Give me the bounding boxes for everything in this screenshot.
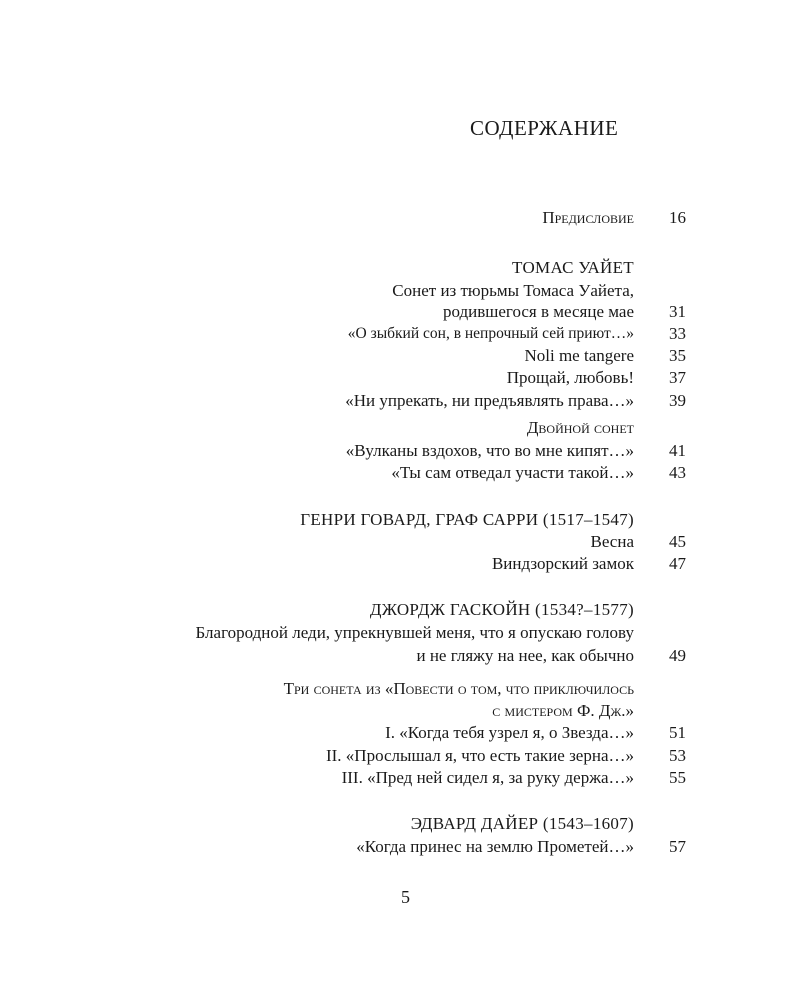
toc-entry-page: 31 [669, 302, 686, 321]
toc-entry-title: III. «Пред ней сидел я, за руку держа…» [341, 768, 634, 787]
toc-entry-page: 41 [669, 441, 686, 460]
toc-entry[interactable] [0, 744, 800, 768]
author-heading: ДЖОРДЖ ГАСКОЙН (1534?–1577) [369, 600, 634, 619]
subsection-three-sonnets-line1 [0, 677, 800, 701]
toc-entry[interactable] [0, 835, 800, 859]
toc-entry-title: «Когда принес на землю Прометей…» [356, 837, 634, 856]
section-heading-wyatt [0, 256, 800, 280]
author-heading: ЭДВАРД ДАЙЕР (1543–1607) [410, 814, 634, 833]
section-heading-surrey [0, 508, 800, 532]
toc-entry[interactable] [0, 344, 800, 368]
toc-entry[interactable] [0, 721, 800, 745]
toc-entry-title: «Ты сам отведал участи такой…» [391, 463, 634, 482]
toc-entry-page: 57 [669, 837, 686, 856]
page-number: 5 [401, 887, 410, 907]
toc-entry-title: и не гляжу на нее, как обычно [416, 646, 634, 665]
subsection-double-sonnet [0, 416, 800, 440]
toc-entry-title: родившегося в месяце мае [442, 302, 634, 321]
toc-entry[interactable] [0, 366, 800, 390]
section-heading-gascoigne [0, 598, 800, 622]
toc-entry[interactable] [0, 552, 800, 576]
toc-entry-page: 55 [669, 768, 686, 787]
page-title: СОДЕРЖАНИЕ [470, 116, 619, 140]
subsection-heading: Три сонета из «Повести о том, что приключилось [283, 679, 634, 698]
toc-entry-page: 39 [669, 391, 686, 410]
toc-entry[interactable] [0, 461, 800, 485]
toc-entry-lady-line1[interactable] [0, 621, 800, 645]
toc-entry-title: Noli me tangere [524, 346, 634, 365]
toc-entry[interactable] [0, 530, 800, 554]
subsection-three-sonnets-line2 [0, 699, 800, 723]
toc-entry-sonnet-line2[interactable] [0, 300, 800, 324]
subsection-heading: с мистером Ф. Дж.» [492, 701, 634, 720]
subsection-heading: Двойной сонет [526, 418, 634, 437]
toc-entry[interactable] [0, 322, 800, 346]
toc-entry-title: Прощай, любовь! [506, 368, 634, 387]
author-heading: ТОМАС УАЙЕТ [512, 258, 634, 277]
toc-entry-page: 33 [669, 324, 686, 343]
toc-entry-title: Виндзорский замок [491, 554, 634, 573]
toc-entry-title: Предисловие [542, 208, 634, 227]
toc-entry[interactable] [0, 389, 800, 413]
section-heading-dyer [0, 812, 800, 836]
toc-entry-title: Сонет из тюрьмы Томаса Уайета, [392, 281, 634, 300]
toc-entry-page: 37 [669, 368, 686, 387]
toc-entry[interactable] [0, 766, 800, 790]
toc-entry-page: 49 [669, 646, 686, 665]
author-heading: ГЕНРИ ГОВАРД, ГРАФ САРРИ (1517–1547) [300, 510, 634, 529]
toc-entry-page: 51 [669, 723, 686, 742]
toc-entry-page: 47 [669, 554, 686, 573]
toc-entry-page: 53 [669, 746, 686, 765]
toc-entry-title: «О зыбкий сон, в непрочный сей приют…» [347, 325, 634, 342]
toc-entry-lady-line2[interactable] [0, 644, 800, 668]
toc-entry-title: Весна [590, 532, 634, 551]
toc-entry-title: I. «Когда тебя узрел я, о Звезда…» [385, 723, 634, 742]
toc-entry-title: II. «Прослышал я, что есть такие зерна…» [325, 746, 634, 765]
toc-entry-page: 16 [669, 208, 686, 227]
toc-entry-page: 43 [669, 463, 686, 482]
toc-entry-title: «Ни упрекать, ни предъявлять права…» [345, 391, 634, 410]
toc-entry-preface[interactable] [0, 206, 800, 230]
toc-entry-page: 35 [669, 346, 686, 365]
toc-entry[interactable] [0, 439, 800, 463]
toc-entry-page: 45 [669, 532, 686, 551]
toc-entry-title: «Вулканы вздохов, что во мне кипят…» [345, 441, 634, 460]
toc-entry-title: Благородной леди, упрекнувшей меня, что я опускаю голову [195, 623, 634, 642]
